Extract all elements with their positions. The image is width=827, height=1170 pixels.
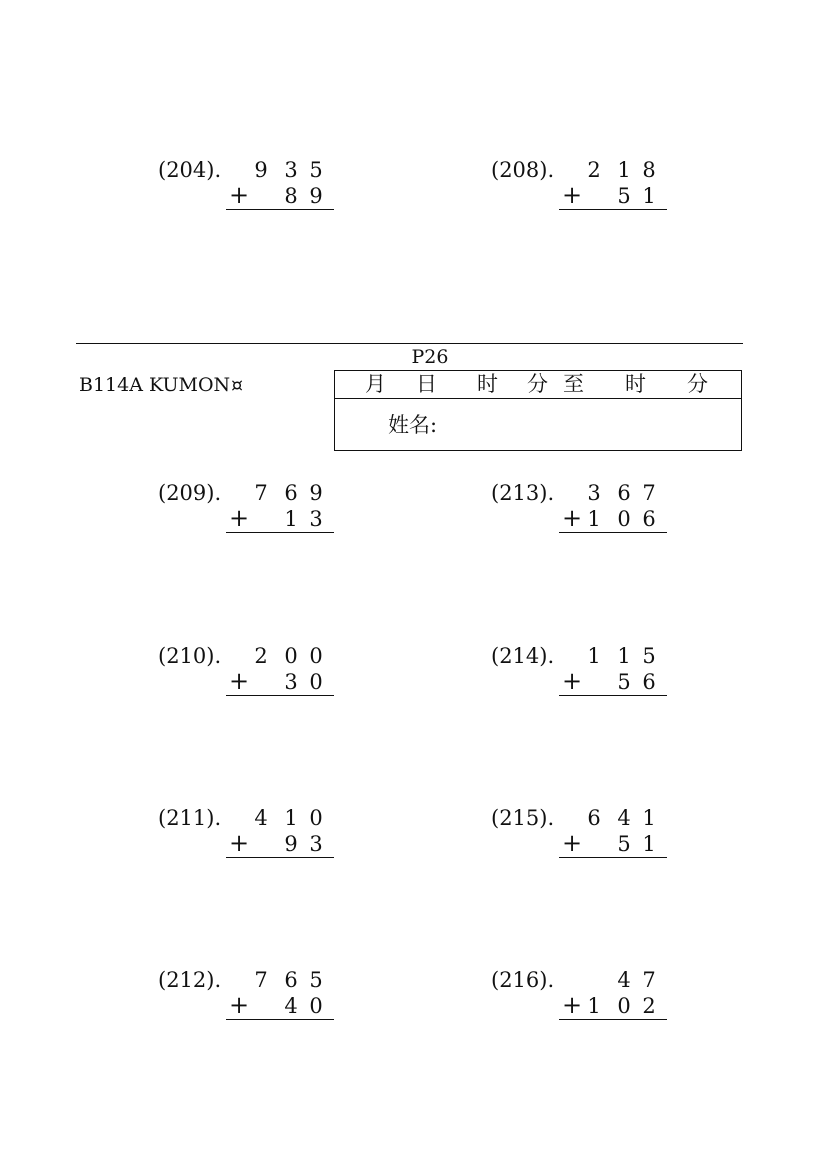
end-hour-label: 时	[625, 372, 646, 396]
digit: 7	[642, 968, 656, 992]
currency-symbol-icon: ¤	[231, 374, 244, 396]
augend	[242, 480, 332, 506]
digit: 4	[284, 994, 298, 1018]
digit: 4	[617, 806, 631, 830]
addend-row	[559, 831, 667, 858]
problem-number: (216).	[491, 968, 555, 992]
digit: 9	[309, 481, 323, 505]
digit: 3	[284, 158, 298, 182]
student-info-box	[334, 370, 742, 451]
problem-214	[491, 643, 671, 699]
digit: 6	[284, 968, 298, 992]
digit: 3	[284, 670, 298, 694]
digit: 6	[587, 806, 601, 830]
digit: 1	[642, 184, 656, 208]
digit: 9	[309, 184, 323, 208]
digit: 2	[587, 158, 601, 182]
digit: 2	[642, 994, 656, 1018]
end-minute-label: 分	[687, 372, 708, 396]
digit: 7	[254, 968, 268, 992]
plus-sign: +	[561, 181, 583, 209]
name-label: 姓名:	[388, 413, 438, 437]
addend-row	[559, 183, 667, 210]
problem-209	[158, 480, 338, 536]
problem-215	[491, 805, 671, 861]
addend-row	[559, 669, 667, 696]
day-label: 日	[416, 372, 437, 396]
problem-204	[158, 157, 338, 213]
augend	[575, 967, 665, 993]
digit: 3	[587, 481, 601, 505]
digit: 0	[617, 507, 631, 531]
problem-number: (212).	[158, 968, 222, 992]
digit: 5	[309, 968, 323, 992]
plus-sign: +	[228, 504, 250, 532]
to-label: 至	[563, 372, 584, 396]
digit: 6	[642, 670, 656, 694]
digit: 1	[617, 158, 631, 182]
page-number: P26	[411, 346, 449, 368]
plus-sign: +	[561, 504, 583, 532]
problem-number: (214).	[491, 644, 555, 668]
start-hour-label: 时	[477, 372, 498, 396]
digit: 1	[587, 507, 601, 531]
digit: 5	[617, 184, 631, 208]
digit: 0	[284, 644, 298, 668]
augend	[575, 157, 665, 183]
digit: 7	[254, 481, 268, 505]
digit: 9	[254, 158, 268, 182]
plus-sign: +	[228, 667, 250, 695]
digit: 8	[642, 158, 656, 182]
augend	[242, 967, 332, 993]
plus-sign: +	[228, 991, 250, 1019]
digit: 8	[284, 184, 298, 208]
digit: 6	[617, 481, 631, 505]
addend-row	[226, 506, 334, 533]
augend	[575, 643, 665, 669]
plus-sign: +	[228, 829, 250, 857]
digit: 9	[284, 832, 298, 856]
addend-row	[226, 993, 334, 1020]
digit: 6	[284, 481, 298, 505]
digit: 5	[309, 158, 323, 182]
problem-216	[491, 967, 671, 1023]
digit: 7	[642, 481, 656, 505]
augend	[242, 157, 332, 183]
augend	[575, 480, 665, 506]
problem-213	[491, 480, 671, 536]
digit: 3	[309, 832, 323, 856]
problem-number: (204).	[158, 158, 222, 182]
addend-row	[559, 993, 667, 1020]
problem-212	[158, 967, 338, 1023]
digit: 5	[617, 832, 631, 856]
problem-211	[158, 805, 338, 861]
digit: 4	[617, 968, 631, 992]
digit: 1	[642, 832, 656, 856]
digit: 0	[617, 994, 631, 1018]
digit: 1	[642, 806, 656, 830]
problem-208	[491, 157, 671, 213]
digit: 0	[309, 806, 323, 830]
plus-sign: +	[561, 829, 583, 857]
plus-sign: +	[561, 991, 583, 1019]
digit: 5	[617, 670, 631, 694]
addend-row	[226, 669, 334, 696]
digit: 0	[309, 994, 323, 1018]
augend	[242, 805, 332, 831]
augend	[242, 643, 332, 669]
addend-row	[226, 831, 334, 858]
digit: 2	[254, 644, 268, 668]
time-row	[335, 371, 741, 399]
problem-number: (211).	[158, 806, 222, 830]
addend-row	[226, 183, 334, 210]
digit: 1	[587, 644, 601, 668]
digit: 1	[617, 644, 631, 668]
digit: 1	[587, 994, 601, 1018]
digit: 0	[309, 644, 323, 668]
problem-number: (209).	[158, 481, 222, 505]
digit: 6	[642, 507, 656, 531]
problem-210	[158, 643, 338, 699]
digit: 3	[309, 507, 323, 531]
problem-number: (210).	[158, 644, 222, 668]
start-minute-label: 分	[527, 372, 548, 396]
addend-row	[559, 506, 667, 533]
problem-number: (208).	[491, 158, 555, 182]
problem-number: (215).	[491, 806, 555, 830]
plus-sign: +	[228, 181, 250, 209]
plus-sign: +	[561, 667, 583, 695]
digit: 4	[254, 806, 268, 830]
augend	[575, 805, 665, 831]
month-label: 月	[365, 372, 386, 396]
digit: 0	[309, 670, 323, 694]
level-code: B114A KUMON	[79, 374, 231, 396]
digit: 1	[284, 806, 298, 830]
digit: 5	[642, 644, 656, 668]
problem-number: (213).	[491, 481, 555, 505]
digit: 1	[284, 507, 298, 531]
